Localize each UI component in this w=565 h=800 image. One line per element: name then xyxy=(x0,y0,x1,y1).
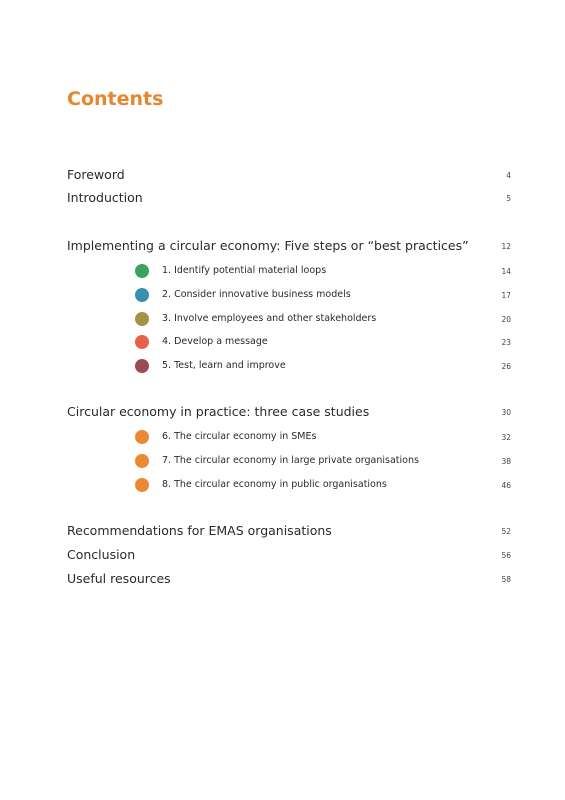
green-circle-icon xyxy=(135,264,149,278)
toc-subentry-label: 8. The circular economy in public organisations xyxy=(162,479,387,490)
toc-subentry-label: 4. Develop a message xyxy=(162,336,268,347)
toc-page-number: 52 xyxy=(501,527,511,536)
toc-subentry-label: 2. Consider innovative business models xyxy=(162,289,351,300)
toc-subentry-4[interactable] xyxy=(0,333,565,351)
toc-page-number: 14 xyxy=(501,267,511,276)
toc-subentry-7[interactable] xyxy=(0,452,565,470)
toc-entry-implementing[interactable] xyxy=(0,237,565,255)
toc-page-number: 5 xyxy=(506,194,511,203)
toc-subentry-8[interactable] xyxy=(0,476,565,494)
toc-entry-useful-resources[interactable] xyxy=(0,570,565,588)
toc-subentry-3[interactable] xyxy=(0,310,565,328)
toc-subentry-6[interactable] xyxy=(0,428,565,446)
toc-entry-foreword[interactable] xyxy=(0,166,565,184)
toc-entry-case-studies[interactable] xyxy=(0,403,565,421)
toc-subentry-label: 7. The circular economy in large private organisations xyxy=(162,455,419,466)
toc-page-number: 56 xyxy=(501,551,511,560)
toc-subentry-1[interactable] xyxy=(0,262,565,280)
orange-circle-icon xyxy=(135,454,149,468)
toc-page-number: 46 xyxy=(501,481,511,490)
toc-subentry-2[interactable] xyxy=(0,286,565,304)
toc-page-number: 58 xyxy=(501,575,511,584)
toc-entry-label: Recommendations for EMAS organisations xyxy=(67,523,332,538)
toc-subentry-label: 1. Identify potential material loops xyxy=(162,265,327,276)
toc-entry-label: Introduction xyxy=(67,190,143,205)
toc-subentry-label: 6. The circular economy in SMEs xyxy=(162,431,317,442)
maroon-circle-icon xyxy=(135,359,149,373)
toc-page-number: 23 xyxy=(501,338,511,347)
toc-entry-recommendations[interactable] xyxy=(0,522,565,540)
red-circle-icon xyxy=(135,335,149,349)
toc-subentry-label: 3. Involve employees and other stakeholders xyxy=(162,313,377,324)
toc-page-number: 26 xyxy=(501,362,511,371)
toc-entry-introduction[interactable] xyxy=(0,189,565,207)
orange-circle-icon xyxy=(135,430,149,444)
toc-entry-label: Useful resources xyxy=(67,571,171,586)
toc-page-number: 17 xyxy=(501,291,511,300)
toc-subentry-5[interactable] xyxy=(0,357,565,375)
toc-page-number: 20 xyxy=(501,315,511,324)
toc-entry-label: Implementing a circular economy: Five steps or “best practices” xyxy=(67,238,469,253)
page-title: Contents xyxy=(67,88,164,110)
toc-page-number: 38 xyxy=(501,457,511,466)
toc-page-number: 32 xyxy=(501,433,511,442)
toc-page-number: 4 xyxy=(506,171,511,180)
olive-circle-icon xyxy=(135,312,149,326)
toc-entry-label: Conclusion xyxy=(67,547,136,562)
toc-page-number: 30 xyxy=(501,408,511,417)
toc-entry-conclusion[interactable] xyxy=(0,546,565,564)
toc-subentry-label: 5. Test, learn and improve xyxy=(162,360,286,371)
teal-circle-icon xyxy=(135,288,149,302)
toc-page-number: 12 xyxy=(501,242,511,251)
toc-entry-label: Circular economy in practice: three case studies xyxy=(67,404,370,419)
toc-entry-label: Foreword xyxy=(67,167,125,182)
orange-circle-icon xyxy=(135,478,149,492)
